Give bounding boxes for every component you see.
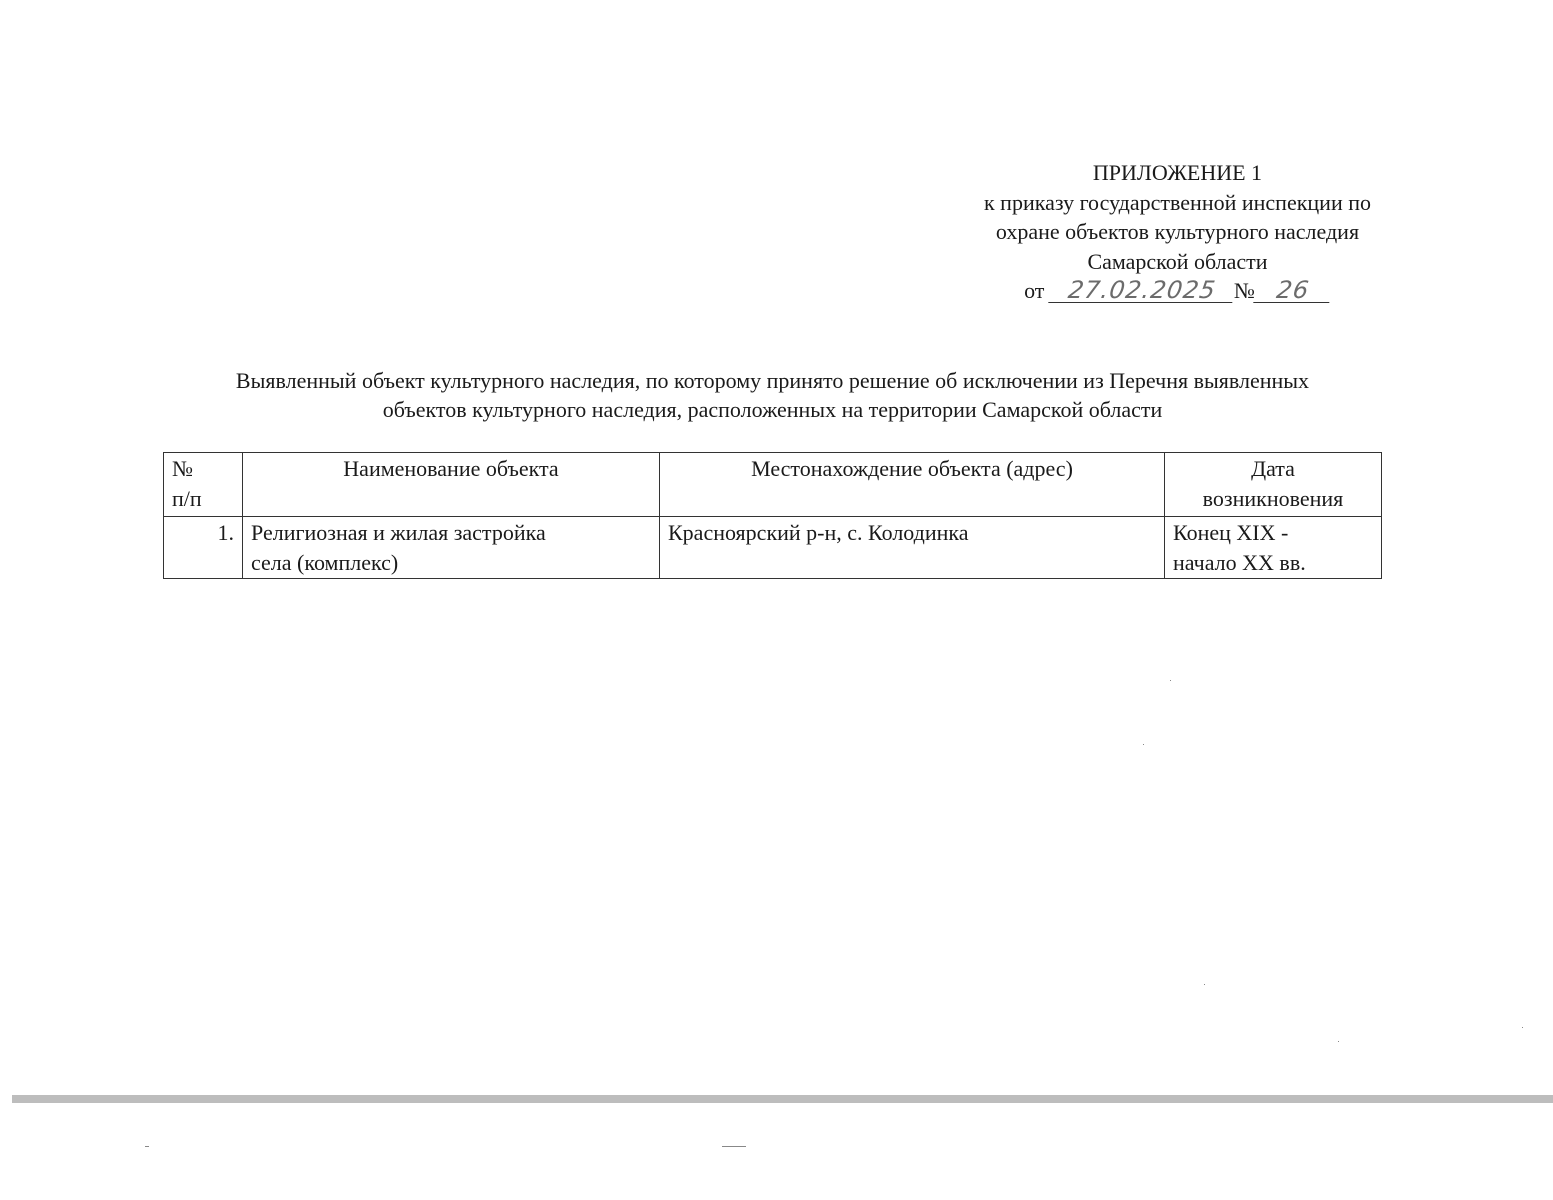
table-header-row	[164, 453, 1382, 517]
cell-number: 1.	[164, 517, 243, 579]
header-number-line-1: №	[172, 456, 193, 481]
header-number	[164, 453, 243, 517]
cell-object-address: Красноярский р-н, с. Колодинка	[660, 517, 1165, 579]
cell-object-name-line-1: Религиозная и жилая застройка	[251, 520, 546, 545]
appendix-line-2: охране объектов культурного наследия	[995, 219, 1360, 244]
cell-object-name	[243, 517, 660, 579]
document-title	[100, 366, 1445, 424]
header-date-line-2: возникновения	[1202, 486, 1344, 511]
date-prefix: от	[1024, 278, 1045, 303]
appendix-heading: ПРИЛОЖЕНИЕ 1	[1092, 160, 1263, 185]
header-origin-date	[1165, 453, 1382, 517]
handwritten-number: 26	[1253, 278, 1333, 303]
scan-speck	[1204, 984, 1205, 985]
document-title-line-2: объектов культурного наследия, расположенных на территории Самарской области	[382, 397, 1163, 422]
appendix-line-3: Самарской области	[1087, 248, 1268, 274]
scan-speck	[1338, 1041, 1339, 1042]
scan-speck	[145, 1146, 149, 1147]
header-object-address: Местонахождение объекта (адрес)	[660, 453, 1165, 517]
header-object-name: Наименование объекта	[243, 453, 660, 517]
document-title-line-1: Выявленный объект культурного наследия, по которому принято решение об исключении из Перечня выявленных	[235, 368, 1310, 393]
appendix-date-line	[900, 276, 1455, 306]
scan-speck	[1143, 744, 1144, 745]
heritage-table	[163, 452, 1382, 579]
table-row	[164, 517, 1382, 579]
scan-speck	[1522, 1027, 1523, 1028]
appendix-header	[900, 158, 1455, 306]
cell-origin-date	[1165, 517, 1382, 579]
header-number-line-2: п/п	[172, 486, 202, 511]
handwritten-date: 27.02.2025	[1048, 278, 1236, 303]
scan-edge-bar	[12, 1095, 1553, 1103]
number-sign: №	[1233, 278, 1255, 303]
cell-origin-date-line-1: Конец XIX -	[1173, 520, 1289, 545]
header-date-line-1: Дата	[1251, 456, 1295, 481]
appendix-line-1: к приказу государственной инспекции по	[983, 189, 1371, 215]
cell-origin-date-line-2: начало XX вв.	[1173, 550, 1306, 575]
cell-object-name-line-2: села (комплекс)	[251, 550, 399, 575]
scan-speck	[722, 1146, 746, 1147]
scan-speck	[1170, 680, 1171, 681]
